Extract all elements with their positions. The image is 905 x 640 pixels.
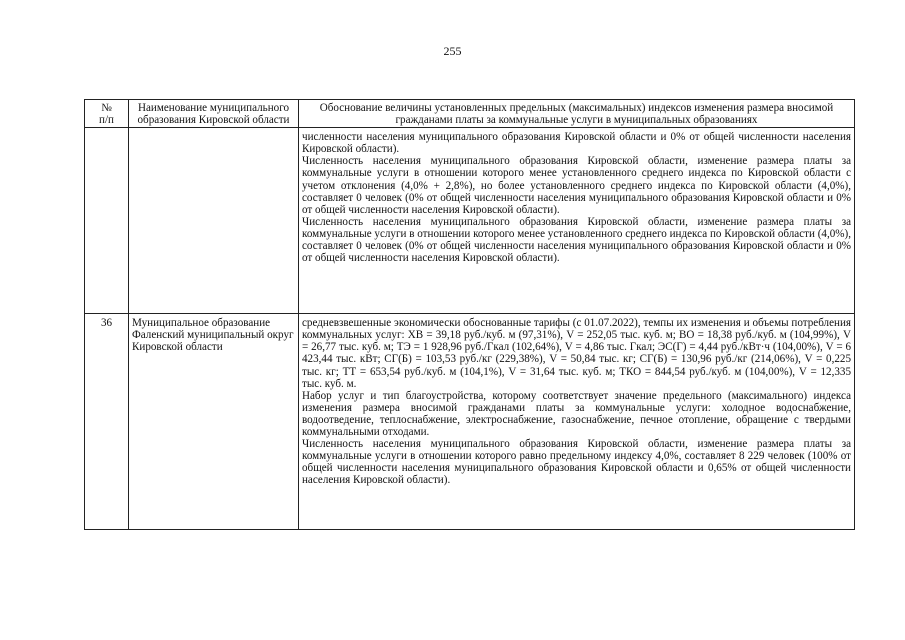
basis-paragraph: средневзвешенные экономически обоснованные тарифы (с 01.07.2022), темпы их изменения и объемы потребления коммунальных услуг: ХВ = 39,18 руб./куб. м (97,31%), V = 252,05 тыс. куб. м; ВО = 18,38 руб./куб. м (104,99%), V = 26,77 тыс. куб. м; ТЭ = 1 928,96 руб./Гкал (102,64%), V = 4,86 тыс. Гкал; ЭС(Г) = 4,44 руб./кВт·ч (104,00%), V = 6 423,44 тыс. кВт; СГ(Б) = 103,53 руб./кг (229,38%), V = 50,84 тыс. кг; СГ(Б) = 130,96 руб./кг (214,06%), V = 0,225 тыс. кг; ТТ = 653,54 руб./куб. м (104,1%), V = 31,64 тыс. куб. м; ТКО = 844,54 руб./куб. м (104,00%), V = 12,335 тыс. куб. м.: [302, 317, 851, 390]
municipality-name: [129, 128, 299, 314]
basis-paragraph: численности населения муниципального образования Кировской области и 0% от общей численности населения Кировской области).: [302, 131, 851, 156]
header-basis-column: Обоснование величины установленных предельных (максимальных) индексов изменения размера вносимой гражданами платы за коммунальные услуги в муниципальных образованиях: [299, 100, 855, 128]
municipality-name: Муниципальное образование Фаленский муниципальный округ Кировской области: [129, 314, 299, 530]
basis-text: [299, 128, 855, 314]
table-row: [85, 128, 855, 314]
page-number: 255: [443, 44, 462, 58]
table-row: [85, 314, 855, 530]
basis-paragraph: Численность населения муниципального образования Кировской области, изменение размера платы за коммунальные услуги в отношении которого равно предельному индексу 4,0%, составляет 8 229 человек (100% от общей численности населения муниципального образования Кировской области и 0,65% от общей численности населения Кировской области).: [302, 438, 851, 487]
basis-paragraph: Численность населения муниципального образования Кировской области, изменение размера платы за коммунальные услуги в отношении которого менее установленного среднего индекса по Кировской области (4,0%), составляет 0 человек (0% от общей численности населения муниципального образования Кировской области и 0% от общей численности населения Кировской области).: [302, 215, 851, 265]
row-number: 36: [85, 314, 129, 530]
table-header-row: [85, 100, 855, 128]
header-number-column: № п/п: [85, 100, 129, 128]
header-name-column: Наименование муниципального образования Кировской области: [129, 100, 299, 128]
basis-paragraph: Набор услуг и тип благоустройства, которому соответствует значение предельного (максимального) индекса изменения размера вносимой гражданами платы за коммунальные услуги: холодное водоснабжение, водоотведение, теплоснабжение, электроснабжение, газоснабжение, печное отопление, обращение с твердыми коммунальными отходами.: [302, 389, 851, 439]
basis-text: [299, 314, 855, 530]
basis-paragraph: Численность населения муниципального образования Кировской области, изменение размера платы за коммунальные услуги в отношении которого менее установленного среднего индекса по Кировской области с учетом отклонения (4,0% + 2,8%), но более установленного среднего индекса по Кировской области (4,0%), составляет 0 человек (0% от общей численности населения муниципального образования Кировской области и 0% от общей численности населения Кировской области).: [302, 155, 851, 216]
document-table: [84, 99, 855, 530]
row-number: [85, 128, 129, 314]
